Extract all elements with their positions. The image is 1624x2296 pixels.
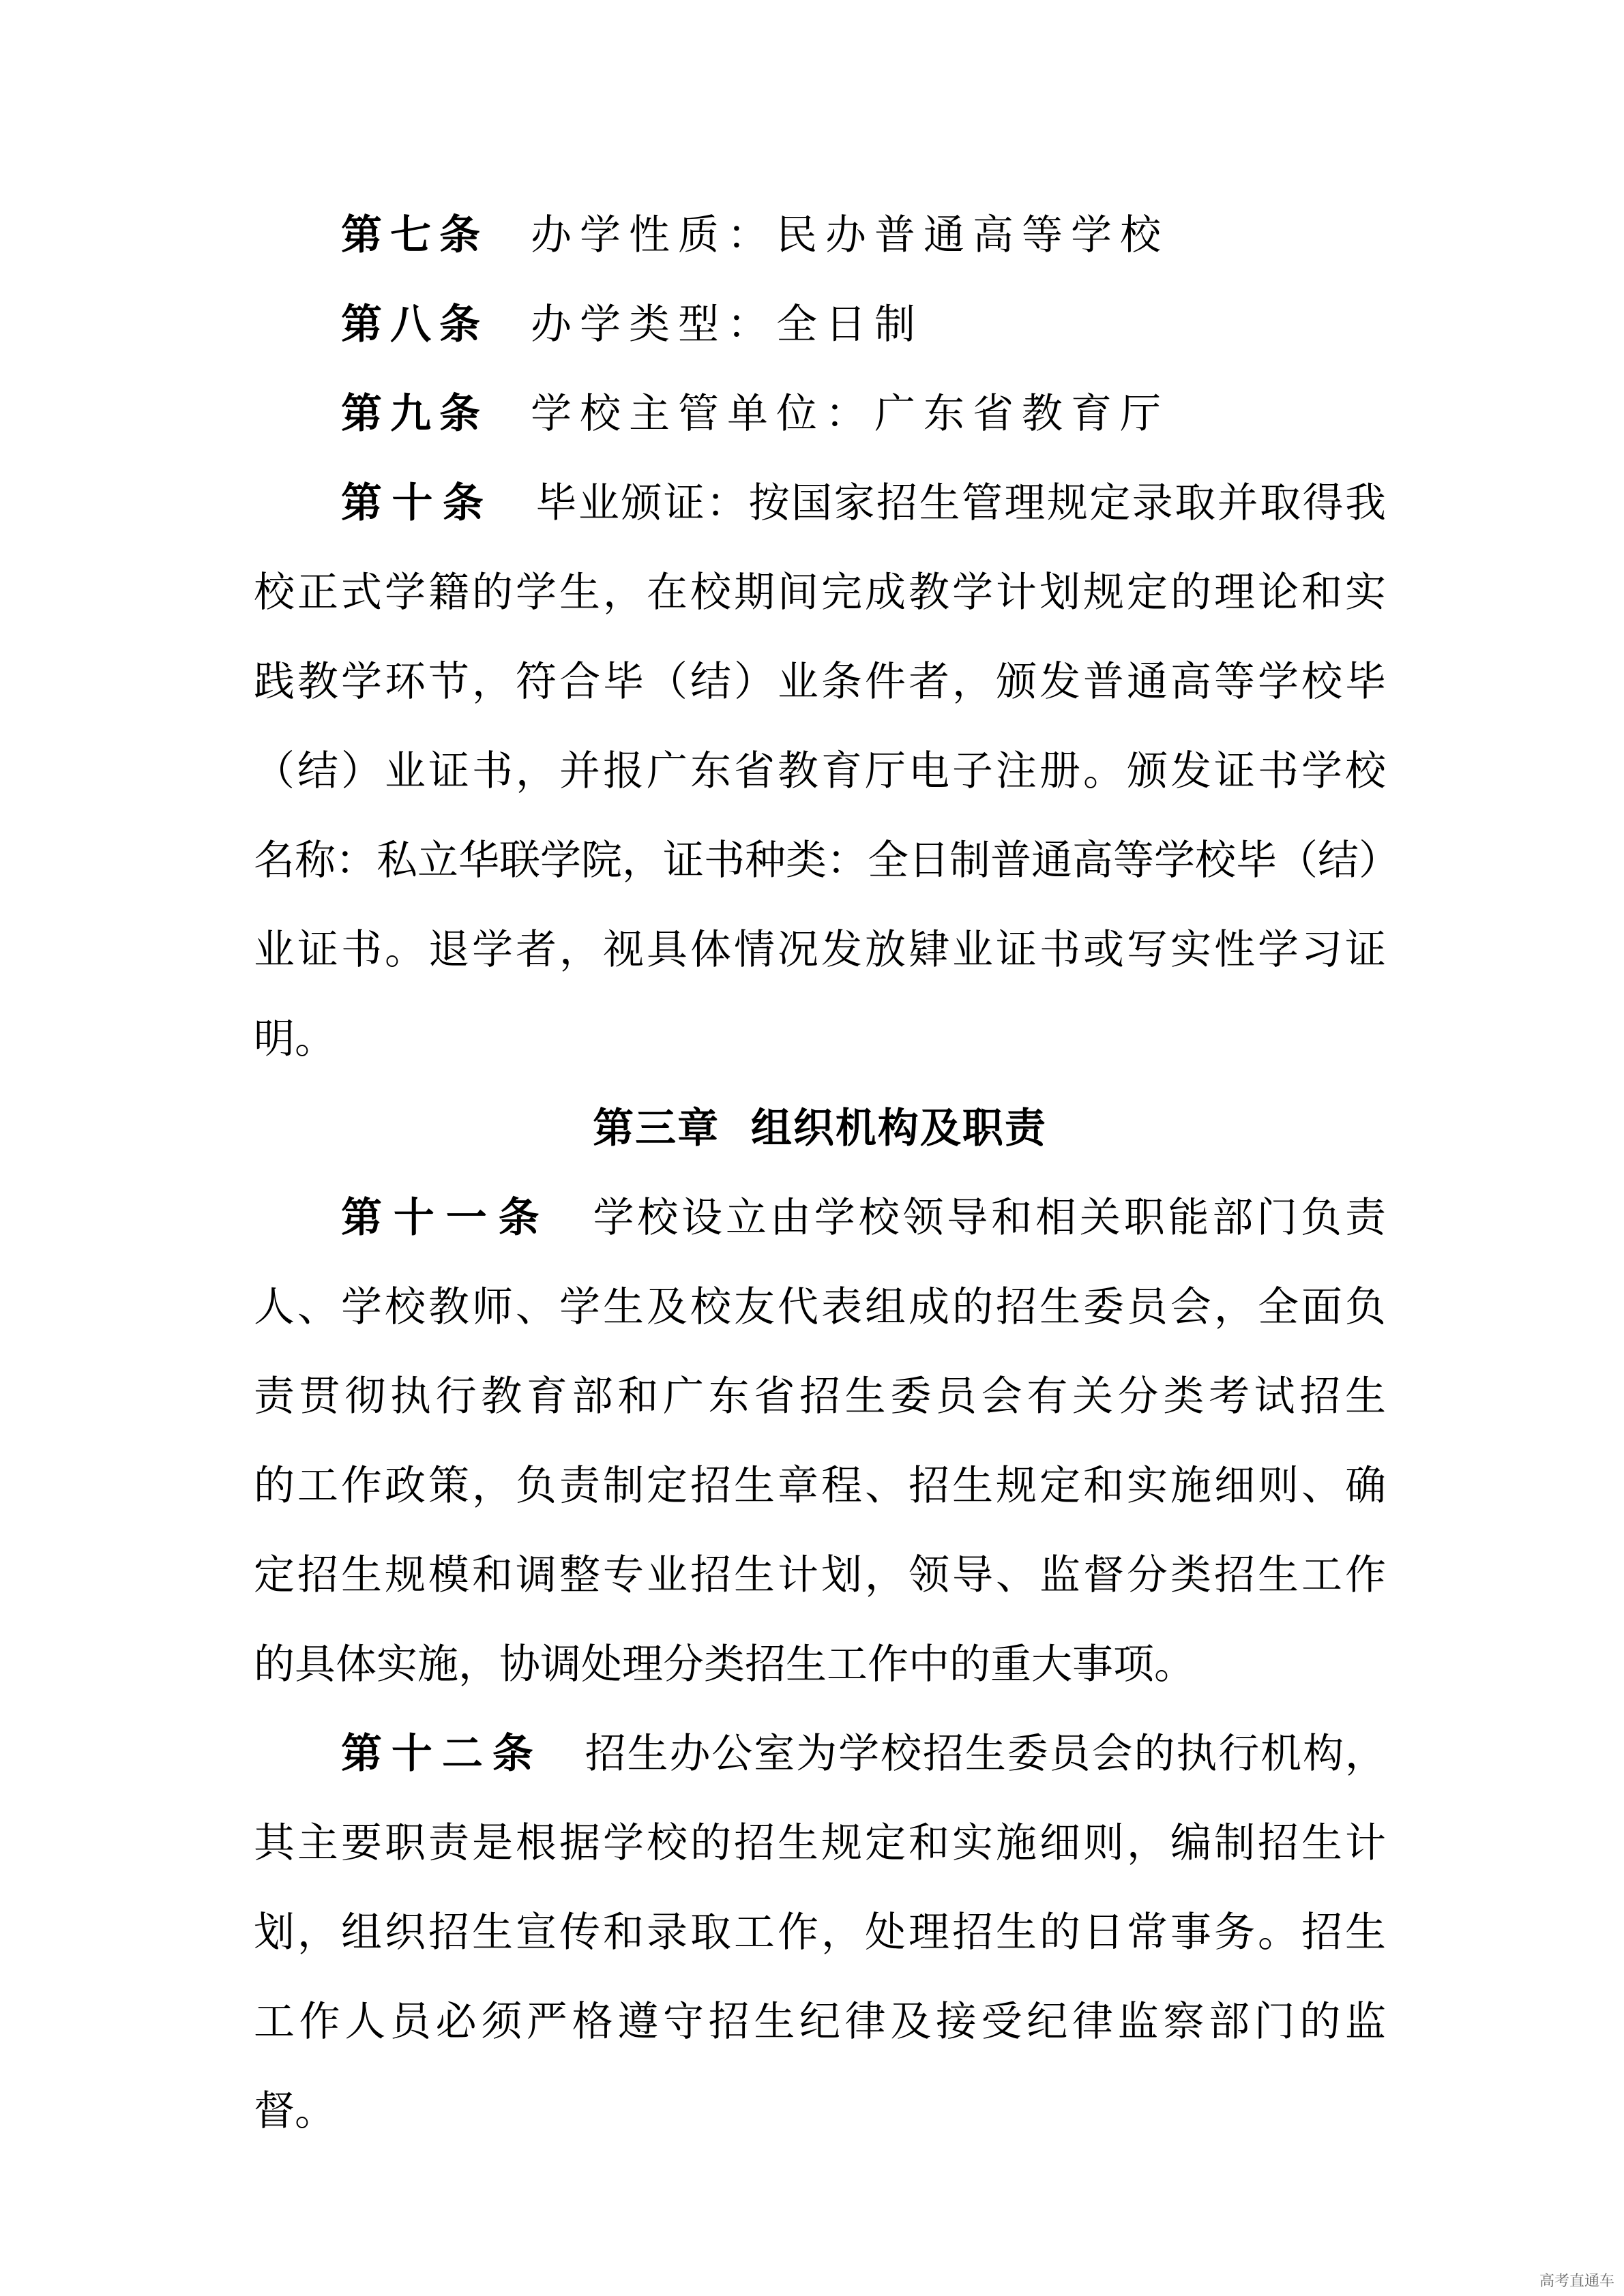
article-11-label: 第十一条 bbox=[341, 1194, 551, 1242]
article-11-line-3: 责贯彻执行教育部和广东省招生委员会有关分类考试招生 bbox=[254, 1373, 1386, 1420]
article-11-text: 学校设立由学校领导和相关职能部门负责 bbox=[593, 1194, 1387, 1242]
article-10-line-6: 业证书。退学者，视具体情况发放肄业证书或写实性学习证 bbox=[254, 926, 1386, 974]
article-10-line-2: 校正式学籍的学生，在校期间完成教学计划规定的理论和实 bbox=[254, 569, 1386, 616]
article-12-line-3: 划，组织招生宣传和录取工作，处理招生的日常事务。招生 bbox=[254, 1909, 1386, 1956]
article-11-line-2: 人、学校教师、学生及校友代表组成的招生委员会，全面负 bbox=[254, 1283, 1386, 1331]
article-10-label: 第十条 bbox=[341, 479, 494, 527]
article-9-text: 学校主管单位：广东省教育厅 bbox=[531, 390, 1169, 438]
article-10-line-1 bbox=[254, 459, 1386, 548]
document-page bbox=[254, 191, 1400, 2156]
article-7-label: 第七条 bbox=[341, 211, 488, 259]
article-8-text: 办学类型：全日制 bbox=[531, 301, 924, 348]
article-9-label: 第九条 bbox=[341, 390, 488, 438]
article-10-line-5: 名称：私立华联学院，证书种类：全日制普通高等学校毕（结） bbox=[254, 837, 1400, 884]
article-9 bbox=[254, 370, 1386, 459]
article-12-line-4: 工作人员必须严格遵守招生纪律及接受纪律监察部门的监 bbox=[254, 1998, 1386, 2046]
article-10-line-7: 明。 bbox=[254, 1015, 336, 1063]
article-11-line-5: 定招生规模和调整专业招生计划，领导、监督分类招生工作 bbox=[254, 1551, 1386, 1599]
article-10-line-4: （结）业证书，并报广东省教育厅电子注册。颁发证书学校 bbox=[254, 747, 1386, 795]
watermark-text: 高考直通车 bbox=[1539, 2273, 1614, 2290]
article-11-line-1 bbox=[254, 1174, 1386, 1263]
article-12-line-2: 其主要职责是根据学校的招生规定和实施细则，编制招生计 bbox=[254, 1819, 1386, 1867]
article-8 bbox=[254, 280, 1386, 370]
article-12-line-1 bbox=[254, 1710, 1386, 1799]
article-8-label: 第八条 bbox=[341, 301, 488, 348]
article-11-line-4: 的工作政策，负责制定招生章程、招生规定和实施细则、确 bbox=[254, 1462, 1386, 1510]
article-10-text: 毕业颁证：按国家招生管理规定录取并取得我 bbox=[535, 479, 1387, 527]
article-11-line-6: 的具体实施，协调处理分类招生工作中的重大事项。 bbox=[254, 1641, 1195, 1688]
article-7-text: 办学性质：民办普通高等学校 bbox=[531, 211, 1169, 259]
article-12-text: 招生办公室为学校招生委员会的执行机构， bbox=[585, 1730, 1387, 1778]
article-10-line-3: 践教学环节，符合毕（结）业条件者，颁发普通高等学校毕 bbox=[254, 658, 1386, 706]
article-12-label: 第十二条 bbox=[341, 1730, 543, 1778]
chapter-3-heading: 第三章 组织机构及职责 bbox=[593, 1105, 1047, 1152]
article-7 bbox=[254, 191, 1386, 280]
article-12-line-5: 督。 bbox=[254, 2087, 336, 2135]
